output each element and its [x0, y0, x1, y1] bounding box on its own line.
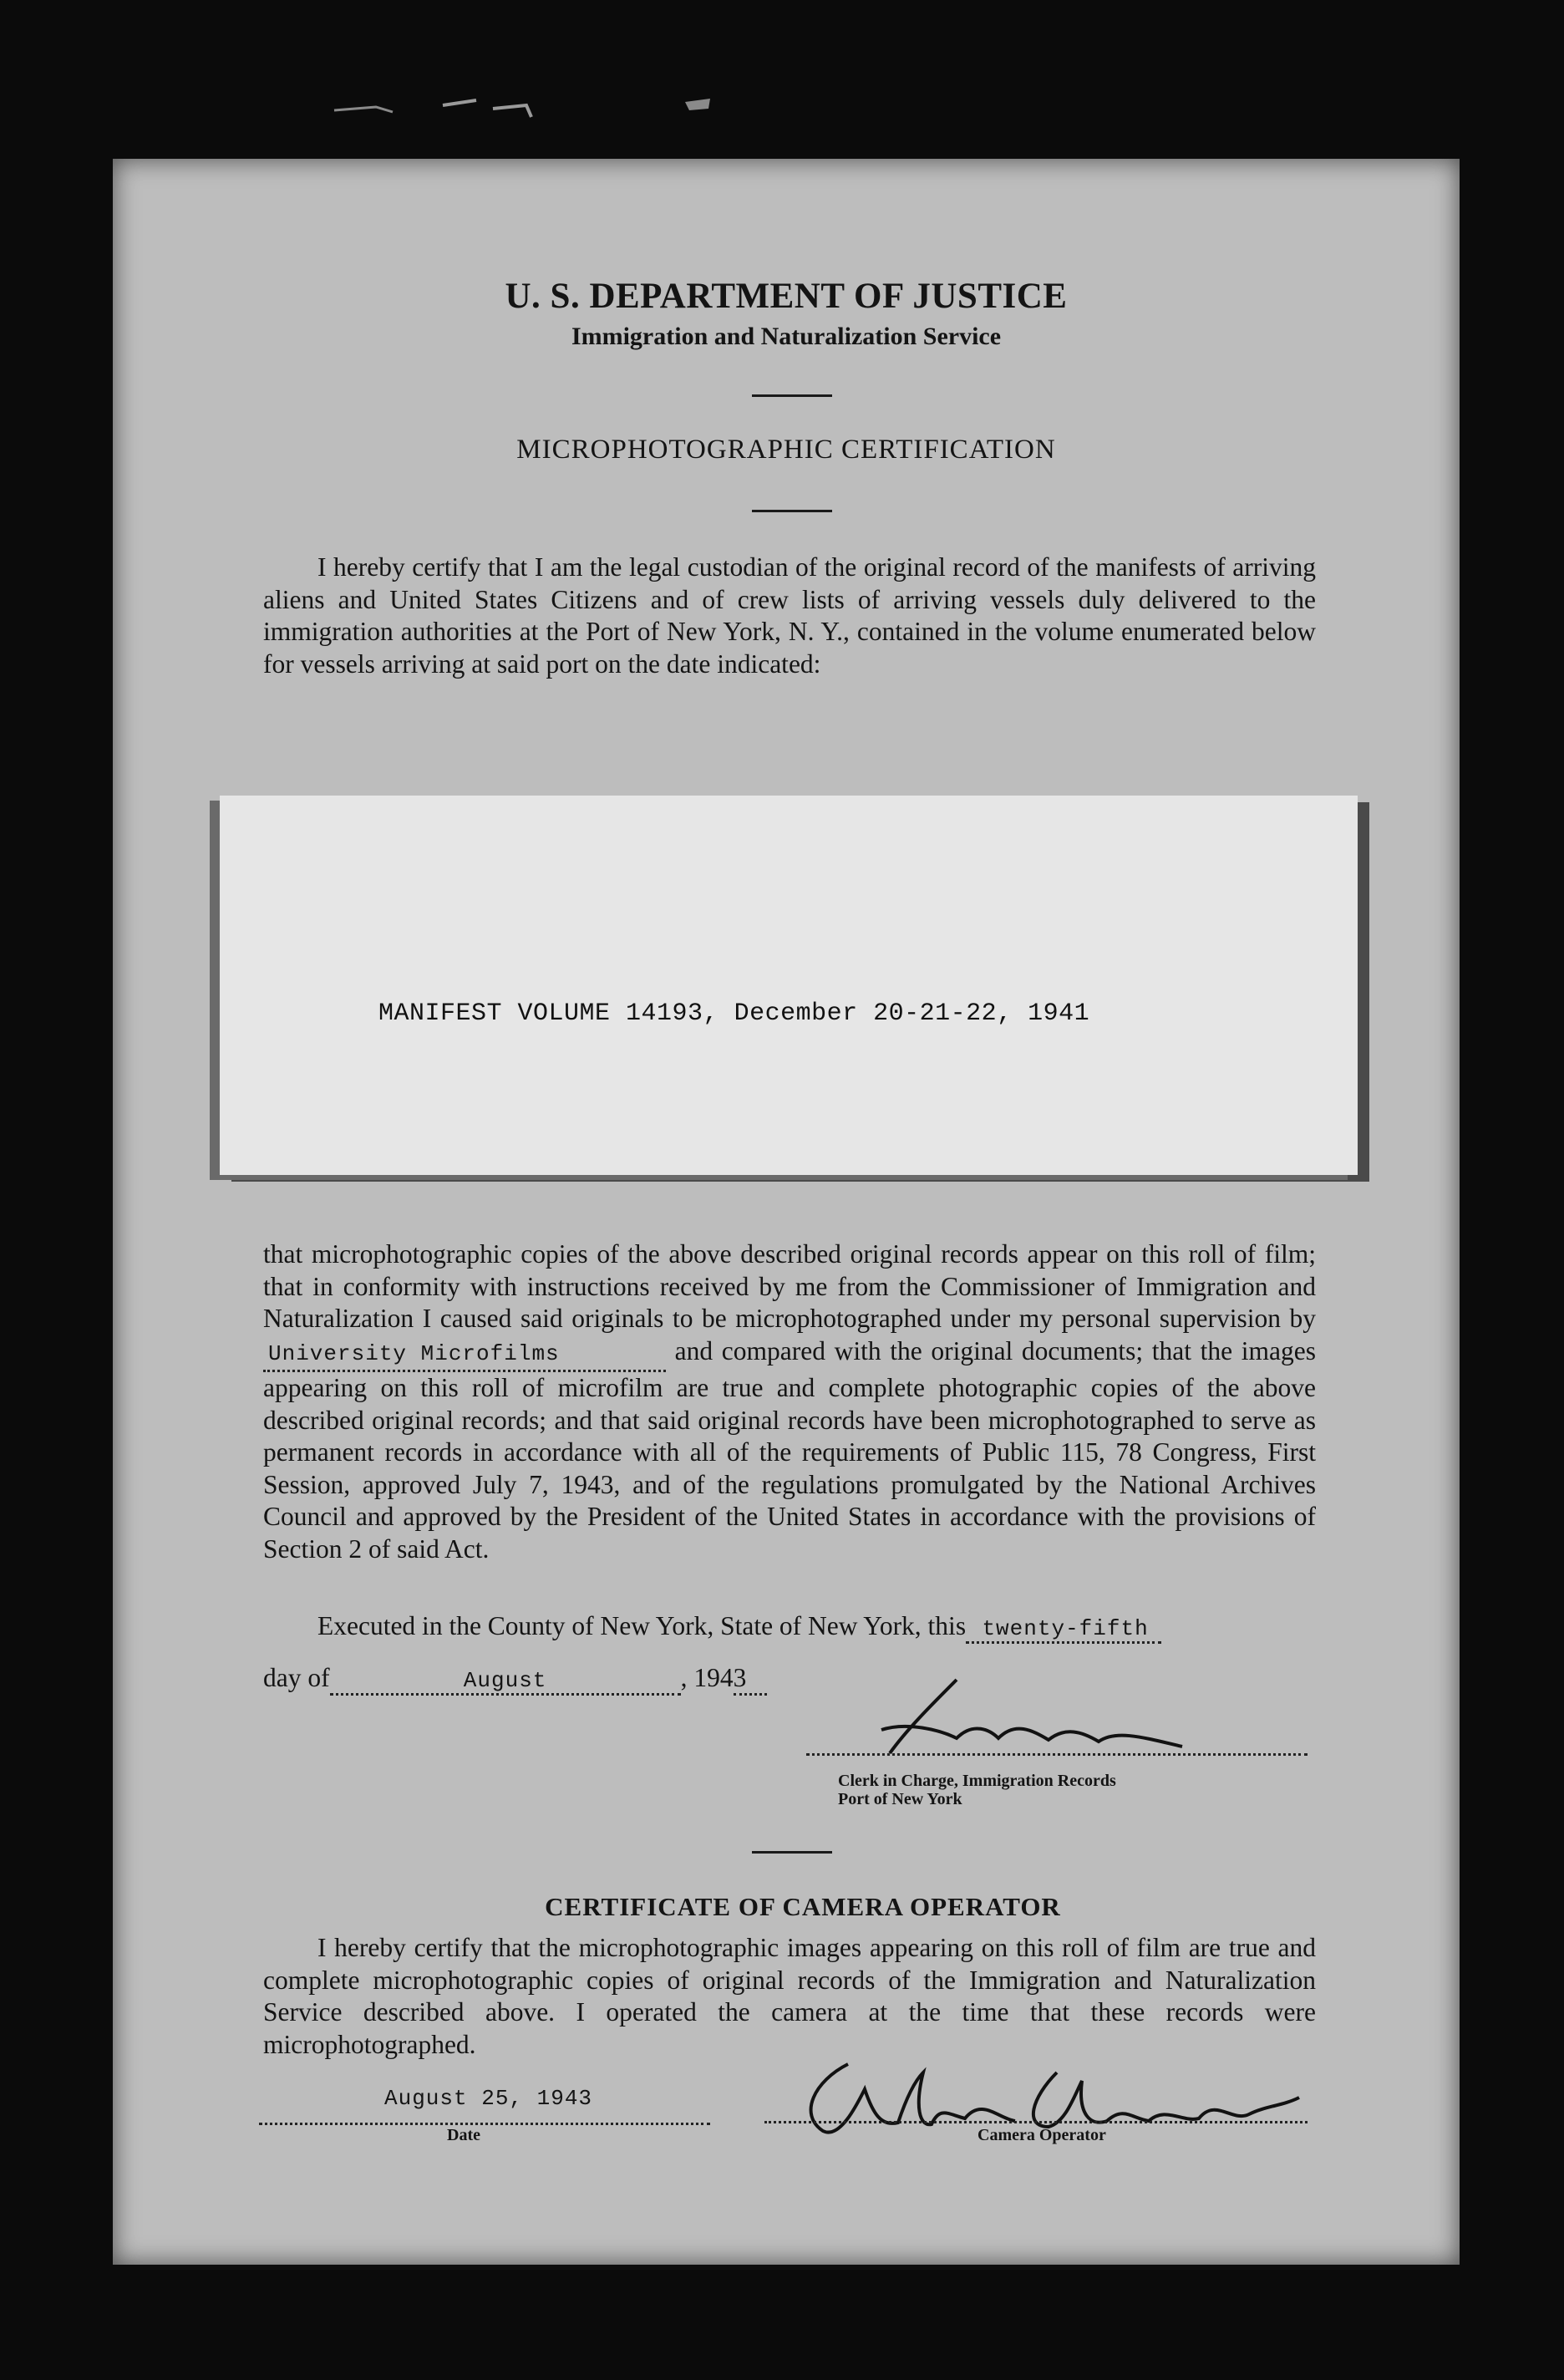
- divider: [752, 510, 832, 512]
- manifest-volume-label: MANIFEST VOLUME 14193, December 20-21-22, 1941: [378, 999, 1090, 1028]
- certification-heading: MICROPHOTOGRAPHIC CERTIFICATION: [516, 435, 1056, 465]
- clerk-signature-line: [806, 1753, 1308, 1756]
- body-paragraph: [263, 1238, 1316, 1565]
- executed-month: August: [330, 1668, 681, 1696]
- department-title: U. S. DEPARTMENT OF JUSTICE: [505, 277, 1068, 316]
- operator-signature-line: [764, 2121, 1308, 2123]
- microfilm-firm: University Microfilms: [263, 1338, 666, 1373]
- camera-paragraph: I hereby certify that the microphotographic images appearing on this roll of film are true and complete microphotographic copies of original records of the Immigration and Naturalization Service described above. I operated the camera at the time that these records were microphotographed.: [263, 1933, 1316, 2059]
- day-of-text: day of: [263, 1663, 330, 1692]
- clerk-title-line2: Port of New York: [838, 1790, 962, 1808]
- operator-date: August 25, 1943: [384, 2086, 593, 2111]
- film-edge-marks: [317, 84, 835, 134]
- body-text-before: that microphotographic copies of the above described original records appear on this roll of film; that in conformity with instructions received by me from the Commissioner of Immigration and Naturalization I caused said originals to be microphotographed under my personal supervision by: [263, 1239, 1316, 1333]
- camera-heading: CERTIFICATE OF CAMERA OPERATOR: [545, 1892, 1061, 1921]
- day-of-line: [263, 1663, 767, 1696]
- body-text-after: and compared with the original documents; that the images appearing on this roll of microfilm are true and complete photographic copies of the above described original records; and that said original records have been microphotographed to serve as permanent records in accordance with all of the requirements of Public 115, 78 Congress, First Session, approved July 7, 1943, and of the regulations promulgated by the National Archives Council and approved by the President of the United States in accordance with the provisions of Section 2 of said Act.: [263, 1335, 1317, 1564]
- executed-text: Executed in the County of New York, State of New York, this: [317, 1611, 967, 1640]
- executed-line: [317, 1611, 1161, 1644]
- divider: [752, 394, 832, 397]
- clerk-title: [838, 1772, 1116, 1808]
- clerk-title-line1: Clerk in Charge, Immigration Records: [838, 1772, 1116, 1790]
- service-subtitle: Immigration and Naturalization Service: [571, 323, 1002, 350]
- executed-day: twenty-fifth: [966, 1616, 1161, 1644]
- camera-operator-label: Camera Operator: [978, 2126, 1106, 2144]
- manifest-label-card: [220, 796, 1358, 1175]
- divider: [752, 1851, 832, 1854]
- year-prefix: , 194: [680, 1663, 734, 1692]
- certificate-sheet: [113, 159, 1460, 2265]
- date-label: Date: [447, 2126, 480, 2144]
- intro-paragraph: I hereby certify that I am the legal custodian of the original record of the manifests of arriving aliens and United States Citizens and of crew lists of arriving vessels duly delivered to the immigration authorities at the Port of New York, N. Y., contained in the volume enumerated below for vessels arriving at said port on the date indicated:: [263, 552, 1316, 679]
- year-digit: 3: [734, 1663, 767, 1696]
- clerk-signature: [831, 1671, 1199, 1763]
